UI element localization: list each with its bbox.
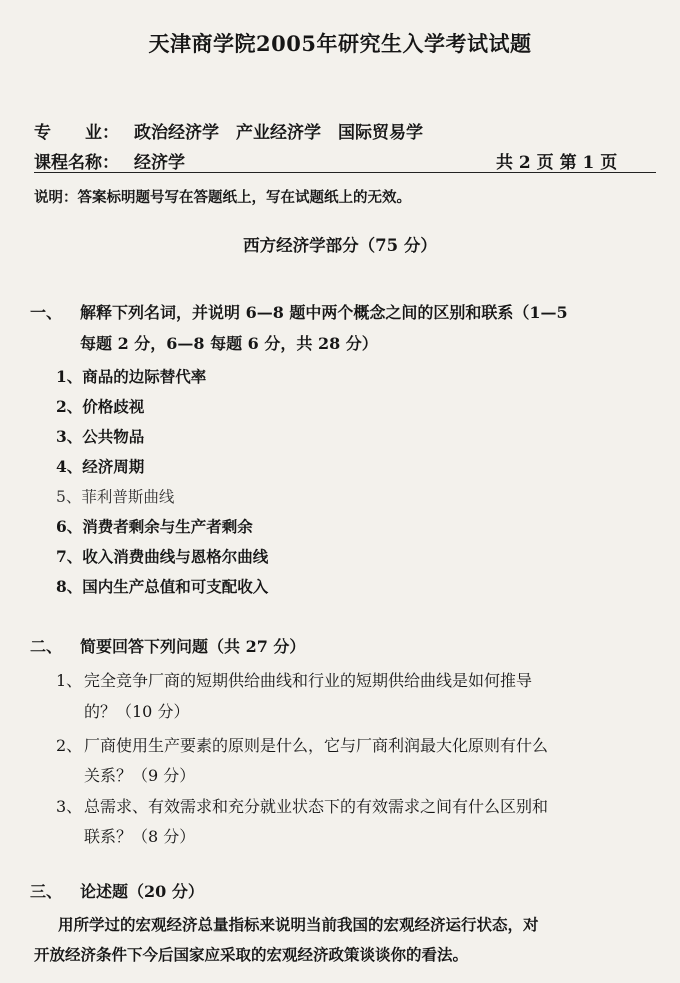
term-item: 8、国内生产总值和可支配收入 bbox=[56, 577, 269, 596]
course-name: 经济学 bbox=[134, 153, 185, 173]
essay-line1: 用所学过的宏观经济总量指标来说明当前我国的宏观经济运行状态，对 bbox=[58, 915, 539, 934]
page-count: 共 2 页 第 1 页 bbox=[496, 153, 618, 173]
major-label: 专 业： bbox=[34, 123, 119, 143]
term-item: 5、菲利普斯曲线 bbox=[56, 488, 175, 506]
term-item: 1、商品的边际替代率 bbox=[56, 367, 207, 386]
part1-line1: 解释下列名词，并说明 6—8 题中两个概念之间的区别和联系（1—5 bbox=[80, 303, 568, 322]
question-number: 2、 bbox=[56, 736, 83, 755]
part3-number: 三、 bbox=[30, 882, 63, 901]
term-item: 3、公共物品 bbox=[56, 427, 145, 446]
section-title: 西方经济学部分（75 分） bbox=[243, 236, 437, 255]
header-divider bbox=[34, 172, 656, 173]
question-number: 3、 bbox=[56, 797, 83, 816]
question-text: 联系？（8 分） bbox=[84, 827, 196, 846]
part1-line2: 每题 2 分，6—8 每题 6 分，共 28 分） bbox=[80, 334, 378, 353]
part2-number: 二、 bbox=[30, 637, 63, 656]
part3-heading: 论述题（20 分） bbox=[80, 882, 204, 901]
part2-heading: 简要回答下列问题（共 27 分） bbox=[80, 637, 306, 656]
course-label: 课程名称： bbox=[34, 153, 119, 173]
term-item: 7、收入消费曲线与恩格尔曲线 bbox=[56, 547, 269, 566]
question-number: 1、 bbox=[56, 671, 83, 690]
question-text: 关系？（9 分） bbox=[84, 766, 196, 785]
question-text: 完全竞争厂商的短期供给曲线和行业的短期供给曲线是如何推导 bbox=[84, 671, 533, 690]
essay-line2: 开放经济条件下今后国家应采取的宏观经济政策谈谈你的看法。 bbox=[34, 945, 469, 964]
term-item: 2、价格歧视 bbox=[56, 397, 145, 416]
term-item: 6、消费者剩余与生产者剩余 bbox=[56, 517, 253, 536]
term-item: 4、经济周期 bbox=[56, 457, 145, 476]
question-text: 的？（10 分） bbox=[84, 702, 190, 721]
part1-number: 一、 bbox=[30, 303, 63, 322]
instruction-note: 说明：答案标明题号写在答题纸上，写在试题纸上的无效。 bbox=[34, 189, 411, 206]
page-title: 天津商学院2005年研究生入学考试试题 bbox=[148, 31, 532, 56]
question-text: 厂商使用生产要素的原则是什么，它与厂商利润最大化原则有什么 bbox=[84, 736, 549, 755]
major-list: 政治经济学 产业经济学 国际贸易学 bbox=[134, 123, 423, 143]
question-text: 总需求、有效需求和充分就业状态下的有效需求之间有什么区别和 bbox=[84, 797, 549, 816]
